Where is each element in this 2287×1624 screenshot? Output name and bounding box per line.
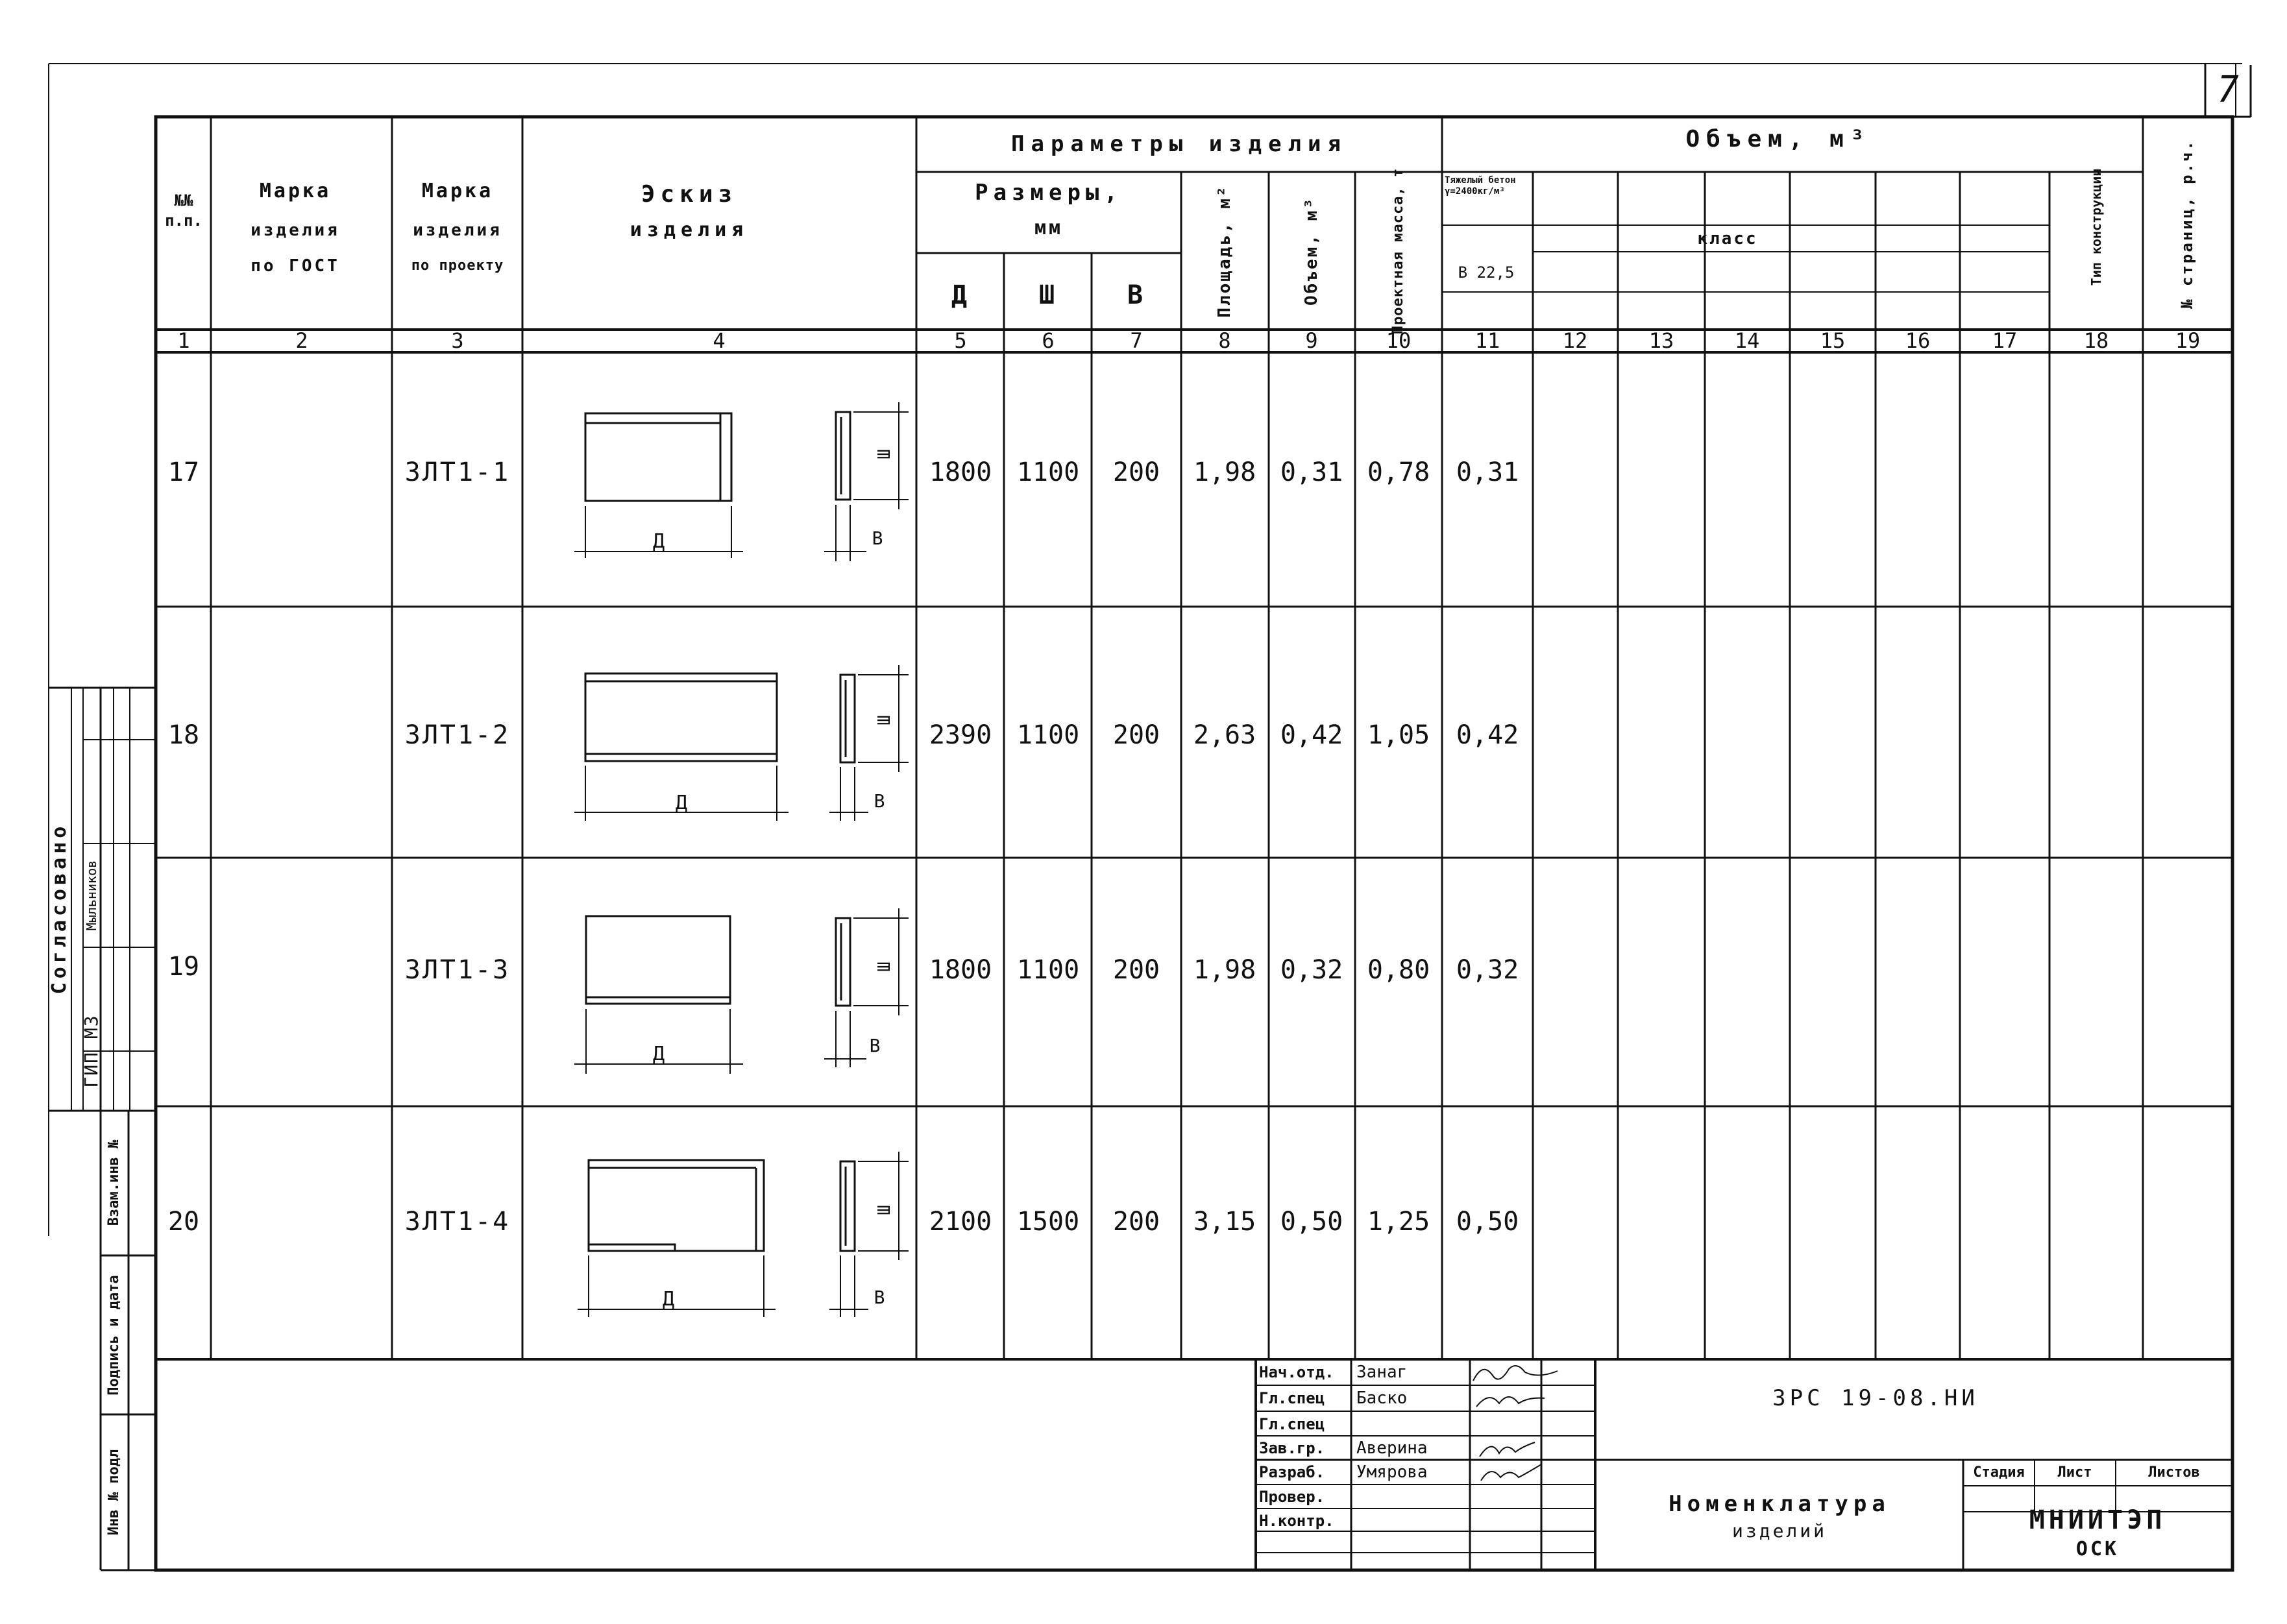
sketch-row-19 xyxy=(574,908,909,1074)
colnum-2: 2 xyxy=(295,328,308,353)
row-mark: ЗЛТ1-4 xyxy=(404,1207,511,1237)
tb-title-a: Номенклатура xyxy=(1669,1491,1890,1517)
row-area: 3,15 xyxy=(1193,1207,1256,1237)
header-col3-a: Марка xyxy=(421,180,494,202)
sketch-label-v: В xyxy=(872,527,883,549)
header-dim-sh: Ш xyxy=(1038,280,1058,310)
row-area: 1,98 xyxy=(1193,457,1256,487)
row-d: 1800 xyxy=(929,457,992,487)
tb-role-chief-1: Гл.спец xyxy=(1259,1389,1325,1407)
row-c11: 0,50 xyxy=(1456,1207,1519,1237)
stamp-agreed: Согласовано xyxy=(48,822,71,995)
row-vol: 0,31 xyxy=(1280,457,1343,487)
header-col2-c: по ГОСТ xyxy=(251,256,340,276)
stamp-inv-repl: Взам.инв № xyxy=(106,1139,122,1226)
row-mass: 0,80 xyxy=(1367,955,1430,985)
stamp-inv-orig: Инв № подл xyxy=(106,1449,122,1536)
row-mass: 1,05 xyxy=(1367,720,1430,750)
colnum-17: 17 xyxy=(1992,328,2018,353)
tb-name-head: Занаг xyxy=(1356,1363,1408,1382)
row-number: 20 xyxy=(167,1207,200,1237)
row-mass: 0,78 xyxy=(1367,457,1430,487)
header-mass: Проектная масса, т xyxy=(1390,167,1406,335)
row-c11: 0,42 xyxy=(1456,720,1519,750)
colnum-3: 3 xyxy=(451,328,464,353)
row-sh: 1500 xyxy=(1016,1207,1080,1237)
header-col4-a: Эскиз xyxy=(641,181,738,208)
tb-sheet: Лист xyxy=(2057,1464,2092,1481)
sketch-label-sh: Ш xyxy=(875,715,894,725)
sketch-label-sh: Ш xyxy=(875,962,894,972)
row-sh: 1100 xyxy=(1016,457,1080,487)
colnum-15: 15 xyxy=(1820,328,1846,353)
header-col2-b: изделия xyxy=(251,221,340,240)
row-number: 18 xyxy=(167,720,200,750)
row-v: 200 xyxy=(1112,720,1160,750)
tb-org-a: МНИИТЭП xyxy=(2029,1505,2166,1535)
header-dim-v: В xyxy=(1127,280,1146,310)
header-col3-b: изделия xyxy=(413,221,502,240)
header-sizes-b: мм xyxy=(1034,217,1064,239)
row-vol: 0,50 xyxy=(1280,1207,1343,1237)
tb-title-b: изделий xyxy=(1731,1520,1828,1542)
row-area: 2,63 xyxy=(1193,720,1256,750)
stamp-sign-date: Подпись и дата xyxy=(106,1275,122,1396)
sketch-label-v: В xyxy=(874,1287,885,1308)
sheet-number: 7 xyxy=(2217,69,2239,111)
header-col3-c: по проекту xyxy=(411,258,504,274)
row-d: 1800 xyxy=(929,955,992,985)
sketch-label-d: Д xyxy=(652,530,665,553)
row-number: 19 xyxy=(167,952,200,982)
row-v: 200 xyxy=(1112,457,1160,487)
row-vol: 0,32 xyxy=(1280,955,1343,985)
colnum-11: 11 xyxy=(1474,328,1500,353)
row-v: 200 xyxy=(1112,955,1160,985)
row-d: 2100 xyxy=(929,1207,992,1237)
row-mark: ЗЛТ1-1 xyxy=(404,457,511,487)
header-area: Площадь, м² xyxy=(1215,184,1234,318)
colnum-8: 8 xyxy=(1218,328,1231,353)
header-page-no: № страниц, р.ч. xyxy=(2178,139,2196,309)
colnum-1: 1 xyxy=(177,328,190,353)
row-number: 17 xyxy=(167,457,200,487)
sketch-label-sh: Ш xyxy=(875,449,894,459)
stamp-name: Мыльников xyxy=(84,860,99,931)
sketch-label-v: В xyxy=(874,790,885,812)
tb-name-group: Аверина xyxy=(1356,1438,1428,1458)
header-col4-b: изделия xyxy=(630,219,749,241)
header-col2-a: Марка xyxy=(259,180,332,202)
row-mark: ЗЛТ1-3 xyxy=(404,955,511,985)
tb-stage: Стадия xyxy=(1973,1464,2025,1481)
tb-org-b: ОСК xyxy=(2075,1538,2120,1560)
row-sh: 1100 xyxy=(1016,955,1080,985)
sketch-row-18 xyxy=(574,665,909,821)
stamp-org: ГИП МЗ xyxy=(80,1014,102,1088)
row-v: 200 xyxy=(1112,1207,1160,1237)
sketch-label-v: В xyxy=(869,1035,881,1056)
tb-role-head: Нач.отд. xyxy=(1259,1363,1334,1381)
sketch-label-d: Д xyxy=(662,1288,675,1311)
header-volume: Объем, м³ xyxy=(1302,197,1321,306)
colnum-19: 19 xyxy=(2175,328,2201,353)
colnum-7: 7 xyxy=(1130,328,1143,353)
header-class: класс xyxy=(1697,229,1758,248)
colnum-13: 13 xyxy=(1648,328,1674,353)
tb-doc-code: ЗРС 19-08.НИ xyxy=(1772,1385,1979,1411)
header-vol-group: Объем, м³ xyxy=(1685,126,1871,152)
sketch-label-sh: Ш xyxy=(875,1205,894,1215)
row-mass: 1,25 xyxy=(1367,1207,1430,1237)
header-dim-d: Д xyxy=(951,280,970,310)
row-sh: 1100 xyxy=(1016,720,1080,750)
tb-name-chief: Баско xyxy=(1356,1388,1408,1408)
sketch-label-d: Д xyxy=(652,1043,665,1065)
colnum-10: 10 xyxy=(1386,328,1412,353)
row-vol: 0,42 xyxy=(1280,720,1343,750)
sketch-label-d: Д xyxy=(675,792,688,814)
colnum-6: 6 xyxy=(1042,328,1055,353)
header-sizes-a: Размеры, xyxy=(975,180,1123,206)
header-heavy-concrete: Тяжелый бетон γ=2400кг/м³ xyxy=(1445,175,1516,197)
colnum-5: 5 xyxy=(954,328,967,353)
sketch-row-20 xyxy=(578,1152,909,1317)
tb-role-group: Зав.гр. xyxy=(1259,1439,1325,1457)
tb-role-norm: Н.контр. xyxy=(1259,1512,1334,1530)
sketch-row-17 xyxy=(574,402,909,561)
colnum-16: 16 xyxy=(1905,328,1931,353)
tb-role-author: Разраб. xyxy=(1259,1463,1325,1481)
row-mark: ЗЛТ1-2 xyxy=(404,720,511,750)
tb-role-chief-2: Гл.спец xyxy=(1259,1415,1325,1433)
colnum-14: 14 xyxy=(1734,328,1760,353)
colnum-4: 4 xyxy=(713,328,726,353)
row-area: 1,98 xyxy=(1193,955,1256,985)
colnum-18: 18 xyxy=(2083,328,2109,353)
colnum-9: 9 xyxy=(1305,328,1318,353)
tb-name-author: Умярова xyxy=(1356,1462,1428,1482)
row-c11: 0,32 xyxy=(1456,955,1519,985)
row-d: 2390 xyxy=(929,720,992,750)
header-params: Параметры изделия xyxy=(1011,131,1347,157)
header-construction-type: Тип конструкции xyxy=(2088,168,2104,286)
row-c11: 0,31 xyxy=(1456,457,1519,487)
header-class-value: В 22,5 xyxy=(1458,263,1515,282)
tb-role-checker: Провер. xyxy=(1259,1488,1325,1506)
header-col1: №№ п.п. xyxy=(165,191,202,230)
colnum-12: 12 xyxy=(1562,328,1588,353)
tb-sheets: Листов xyxy=(2148,1464,2200,1481)
